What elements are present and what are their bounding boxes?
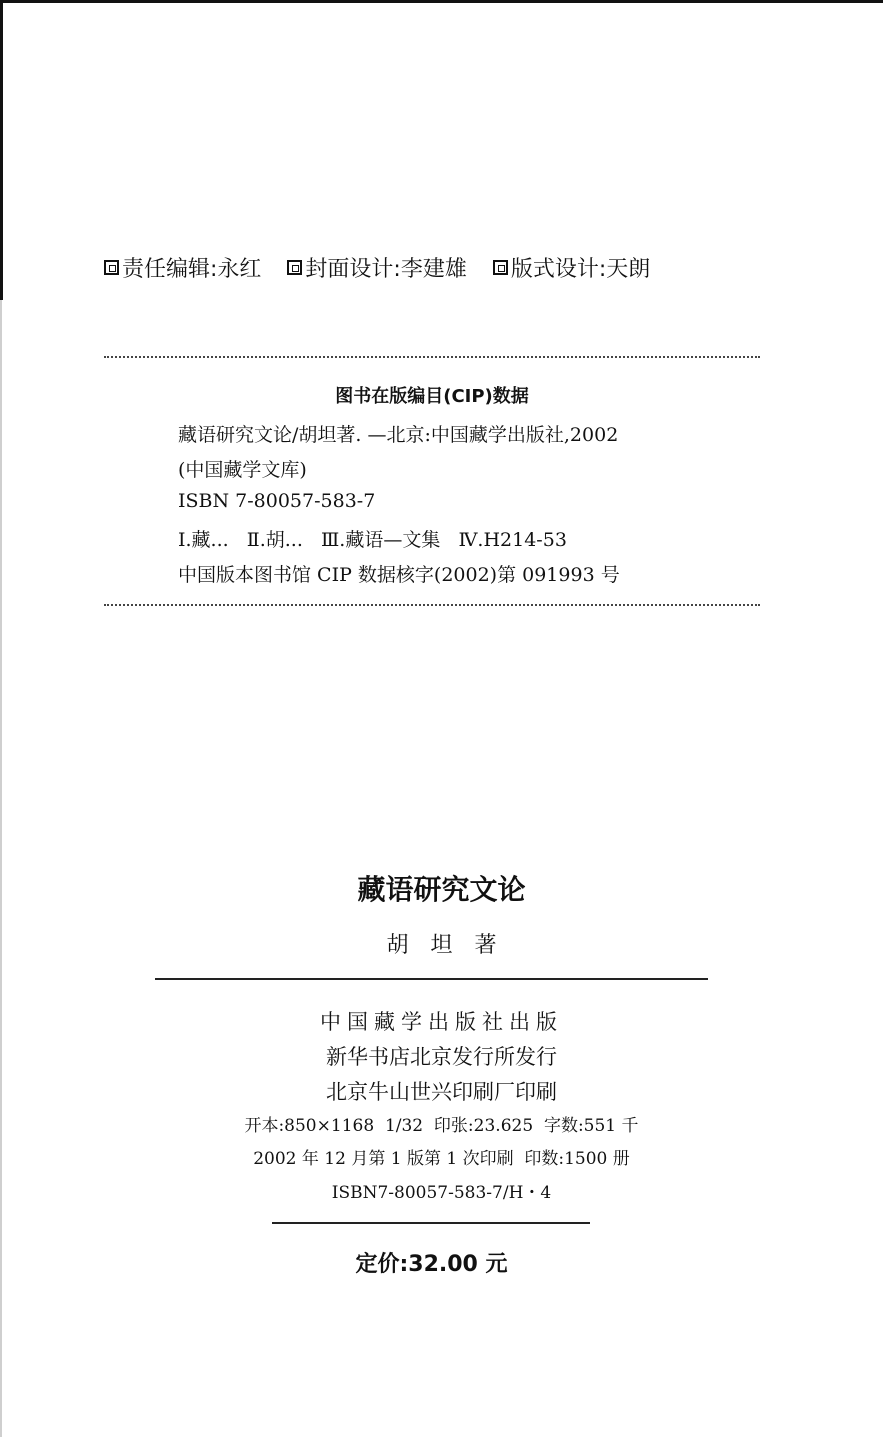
cip-line: 中国版本图书馆 CIP 数据核字(2002)第 091993 号 bbox=[178, 564, 620, 586]
cip-bottom-divider bbox=[104, 604, 760, 606]
printer-line: 北京牛山世兴印刷厂印刷 bbox=[326, 1080, 557, 1104]
isbn-line: ISBN7-80057-583-7/H・4 bbox=[331, 1183, 552, 1203]
distributor-line: 新华书店北京发行所发行 bbox=[326, 1045, 557, 1069]
cip-line: Ⅰ.藏... Ⅱ.胡... Ⅲ.藏语—文集 Ⅳ.H214-53 bbox=[178, 529, 567, 551]
page-edge-top bbox=[0, 0, 883, 3]
price: 定价:32.00 元 bbox=[355, 1252, 508, 1277]
edition-line: 2002 年 12 月第 1 版第 1 次印刷 印数:1500 册 bbox=[253, 1149, 630, 1169]
credit-editor bbox=[104, 252, 261, 283]
credit-cover-design bbox=[287, 252, 466, 283]
cip-line: 藏语研究文论/胡坦著. —北京:中国藏学出版社,2002 bbox=[178, 424, 619, 446]
cip-heading: 图书在版编目(CIP)数据 bbox=[335, 386, 529, 407]
imprint-bottom-rule bbox=[272, 1222, 590, 1224]
page-edge-left bbox=[0, 0, 3, 300]
publisher-line: 中国藏学出版社出版 bbox=[320, 1010, 563, 1034]
credit-editor-text: 责任编辑:永红 bbox=[122, 257, 262, 282]
book-author: 胡坦著 bbox=[386, 933, 519, 958]
credit-layout-design bbox=[493, 252, 650, 283]
cip-line: ISBN 7-80057-583-7 bbox=[178, 490, 376, 512]
cip-line: (中国藏学文库) bbox=[178, 459, 307, 481]
credits-row bbox=[104, 252, 784, 283]
book-title: 藏语研究文论 bbox=[357, 873, 526, 906]
box-icon bbox=[287, 260, 302, 275]
credit-layout-text: 版式设计:天朗 bbox=[510, 257, 651, 282]
format-line: 开本:850×1168 1/32 印张:23.625 字数:551 千 bbox=[244, 1116, 639, 1136]
box-icon bbox=[493, 260, 508, 275]
imprint-top-rule bbox=[155, 978, 708, 980]
box-icon bbox=[104, 260, 119, 275]
cip-top-divider bbox=[104, 356, 760, 358]
credit-cover-text: 封面设计:李建雄 bbox=[305, 257, 467, 282]
